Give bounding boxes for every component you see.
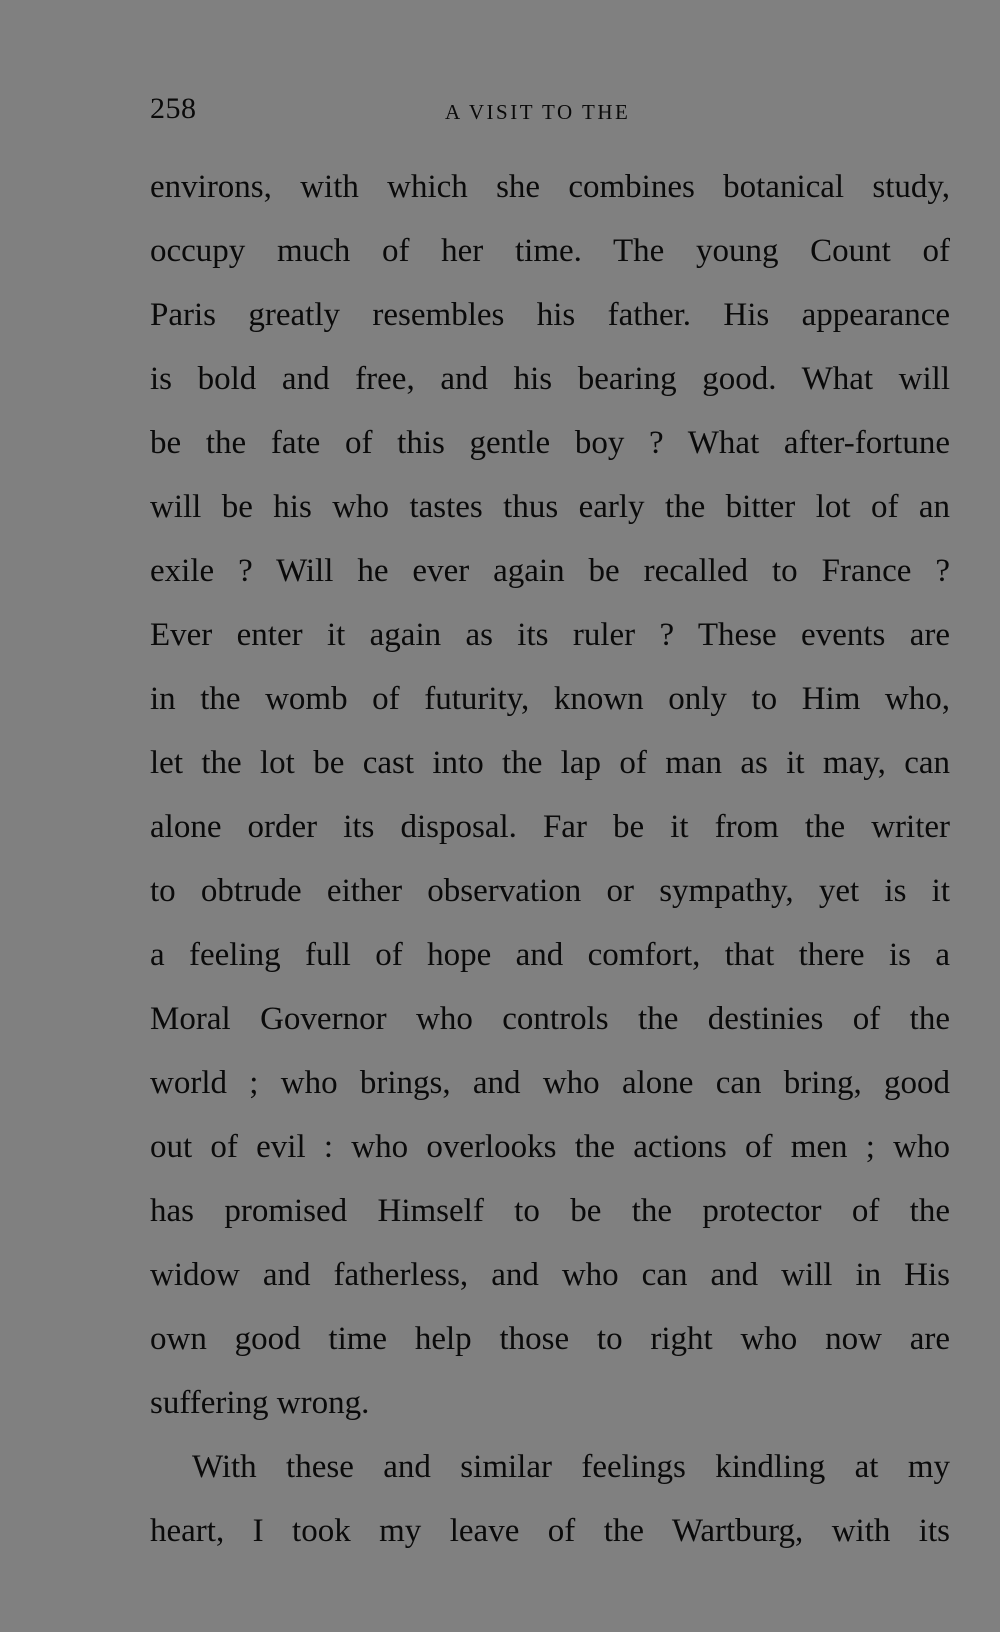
running-head: A VISIT TO THE <box>445 100 631 124</box>
text-line: widow and fatherless, and who can and will in His <box>150 1257 950 1293</box>
page-number: 258 <box>150 92 197 125</box>
body-text <box>150 155 950 1563</box>
text-line: exile ? Will he ever again be recalled to France ? <box>150 553 950 589</box>
text-line: With these and similar feelings kindling at my <box>192 1449 950 1485</box>
text-line: a feeling full of hope and comfort, that there is a <box>150 937 950 973</box>
text-line: will be his who tastes thus early the bitter lot of an <box>150 489 950 525</box>
text-line: in the womb of futurity, known only to Him who, <box>150 681 950 717</box>
text-line: heart, I took my leave of the Wartburg, with its <box>150 1513 950 1549</box>
text-line: is bold and free, and his bearing good. What will <box>150 361 950 397</box>
text-line: occupy much of her time. The young Count of <box>150 233 950 269</box>
text-line: has promised Himself to be the protector of the <box>150 1193 950 1229</box>
text-line: Ever enter it again as its ruler ? These events are <box>150 617 950 653</box>
text-line: be the fate of this gentle boy ? What after-fortune <box>150 425 950 461</box>
text-line: alone order its disposal. Far be it from the writer <box>150 809 950 845</box>
text-line: environs, with which she combines botanical study, <box>150 169 950 205</box>
text-line: out of evil : who overlooks the actions of men ; who <box>150 1129 950 1165</box>
page-header <box>150 92 950 132</box>
text-line: Moral Governor who controls the destinies of the <box>150 1001 950 1037</box>
text-line: Paris greatly resembles his father. His appearance <box>150 297 950 333</box>
text-line: let the lot be cast into the lap of man as it may, can <box>150 745 950 781</box>
text-line: suffering wrong. <box>150 1385 370 1421</box>
text-line: world ; who brings, and who alone can bring, good <box>150 1065 950 1101</box>
text-line: to obtrude either observation or sympathy, yet is it <box>150 873 950 909</box>
text-line: own good time help those to right who now are <box>150 1321 950 1357</box>
